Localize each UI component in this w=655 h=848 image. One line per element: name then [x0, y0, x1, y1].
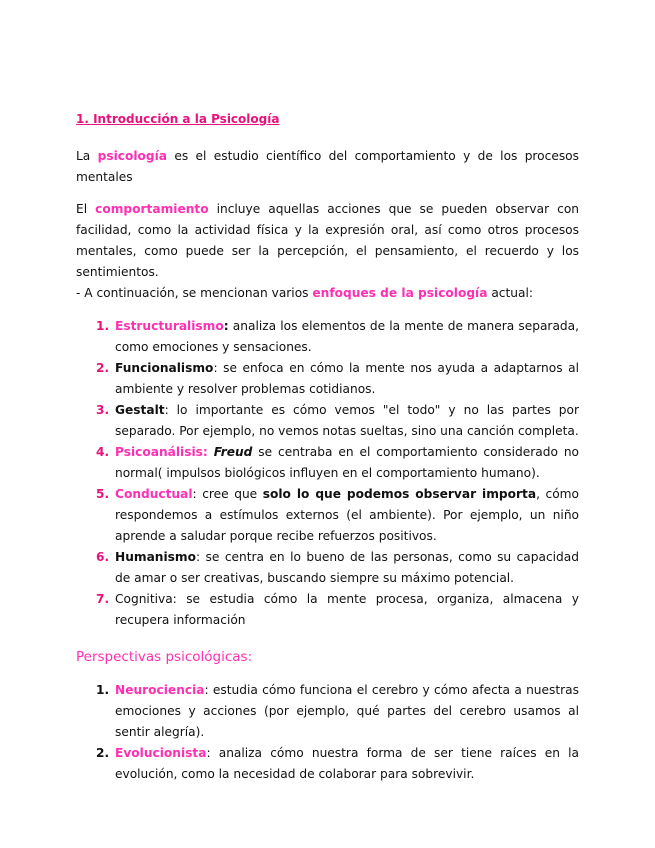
list-number: 1.	[96, 683, 110, 697]
document-page	[76, 112, 579, 785]
behavior-paragraph	[76, 199, 579, 283]
section-heading: 1. Introducción a la Psicología	[76, 112, 280, 126]
approach-sep: :	[192, 487, 197, 501]
list-item	[76, 316, 579, 358]
list-number: 4.	[96, 445, 110, 459]
list-item	[76, 589, 579, 631]
perspective-sep: :	[204, 683, 209, 697]
approach-text: se estudia cómo la mente procesa, organiza, almacena y recupera información	[115, 592, 579, 627]
approach-text: se enfoca en cómo la mente nos ayuda a adaptarnos al ambiente y resolver problemas cotidianos.	[115, 361, 579, 396]
approach-text: lo importante es cómo vemos "el todo" y no las partes por separado. Por ejemplo, no vemos notas sueltas, sino una canción completa.	[115, 403, 579, 438]
approach-term: Estructuralismo	[115, 319, 224, 333]
list-item	[76, 442, 579, 484]
perspective-term: Evolucionista	[115, 746, 207, 760]
behavior-suffix: incluye aquellas acciones que se pueden observar con facilidad, como la actividad física y la expresión oral, así como otros procesos mentales, como puede ser la percepción, el pensamiento, el recuerdo y los sentimientos.	[76, 202, 579, 279]
approaches-intro	[76, 283, 579, 304]
list-item	[76, 547, 579, 589]
approach-term: Psicoanálisis	[115, 445, 203, 459]
list-item	[76, 400, 579, 442]
behavior-prefix: El	[76, 202, 96, 216]
list-item	[76, 743, 579, 785]
approach-sep: :	[164, 403, 169, 417]
approaches-suffix: actual:	[487, 286, 533, 300]
approach-text: analiza los elementos de la mente de manera separada, como emociones y sensaciones.	[115, 319, 579, 354]
intro-paragraph	[76, 146, 579, 188]
approach-sep: :	[172, 592, 177, 606]
approaches-term: enfoques de la psicología	[312, 286, 488, 300]
perspective-sep: :	[206, 746, 211, 760]
approach-text: se centra en lo bueno de las personas, como su capacidad de amar o ser creativas, buscando siempre su máximo potencial.	[115, 550, 579, 585]
perspectives-title: Perspectivas psicológicas:	[76, 649, 253, 665]
approach-sep: :	[202, 445, 208, 459]
approaches-prefix: - A continuación, se mencionan varios	[76, 286, 313, 300]
approach-term: Funcionalismo	[115, 361, 214, 375]
approach-sep: :	[223, 319, 229, 333]
approach-term: Gestalt	[115, 403, 165, 417]
approaches-list	[76, 316, 579, 631]
approach-highlight: Freud	[213, 445, 253, 459]
approach-term: Humanismo	[115, 550, 196, 564]
approach-highlight: solo lo que podemos observar importa	[262, 487, 537, 501]
approach-text-before: cree que	[196, 487, 263, 501]
approach-sep: :	[195, 550, 201, 564]
list-number: 3.	[96, 403, 110, 417]
approach-text: , cómo respondemos a estímulos externos (el ambiente). Por ejemplo, un niño aprende a saludar porque recibe refuerzos positivos.	[115, 487, 579, 543]
list-item	[76, 680, 579, 743]
list-number: 6.	[96, 550, 110, 564]
intro-term: psicología	[97, 149, 168, 163]
intro-suffix: es el estudio científico del comportamiento y de los procesos mentales	[76, 149, 579, 184]
perspectives-list	[76, 680, 579, 785]
perspective-text: analiza cómo nuestra forma de ser tiene raíces en la evolución, como la necesidad de colaborar para sobrevivir.	[115, 746, 579, 781]
list-item	[76, 358, 579, 400]
list-number: 2.	[96, 361, 110, 375]
list-number: 1.	[96, 319, 110, 333]
list-number: 5.	[96, 487, 110, 501]
intro-prefix: La	[76, 149, 98, 163]
list-number: 7.	[96, 592, 110, 606]
perspective-term: Neurociencia	[115, 683, 205, 697]
approach-term: Cognitiva	[115, 592, 173, 606]
list-item	[76, 484, 579, 547]
behavior-term: comportamiento	[95, 202, 209, 216]
approach-term: Conductual	[115, 487, 193, 501]
list-number: 2.	[96, 746, 110, 760]
approach-sep: :	[213, 361, 218, 375]
approach-text: se centraba en el comportamiento considerado no normal( impulsos biológicos influyen en el comportamiento humano).	[115, 445, 580, 480]
perspective-text: estudia cómo funciona el cerebro y cómo afecta a nuestras emociones y acciones (por ejemplo, qué partes del cerebro usamos al sentir alegría).	[115, 683, 579, 739]
